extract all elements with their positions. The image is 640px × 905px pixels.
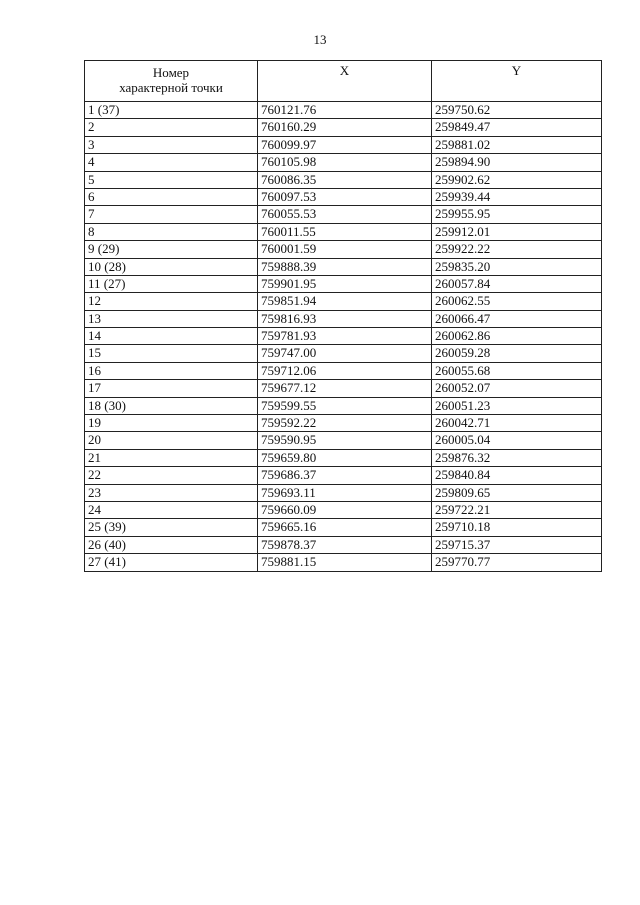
cell-x: 759677.12	[258, 380, 432, 397]
cell-point-number: 15	[85, 345, 258, 362]
cell-point-number: 6	[85, 188, 258, 205]
table-row	[85, 293, 602, 310]
header-x: X	[258, 61, 432, 102]
table-row	[85, 415, 602, 432]
cell-point-number: 25 (39)	[85, 519, 258, 536]
cell-point-number: 11 (27)	[85, 275, 258, 292]
table-row	[85, 206, 602, 223]
cell-y: 259881.02	[432, 136, 602, 153]
cell-point-number: 7	[85, 206, 258, 223]
cell-y: 260051.23	[432, 397, 602, 414]
cell-point-number: 22	[85, 467, 258, 484]
cell-point-number: 3	[85, 136, 258, 153]
cell-y: 259770.77	[432, 554, 602, 571]
cell-x: 760086.35	[258, 171, 432, 188]
cell-y: 260055.68	[432, 362, 602, 379]
cell-x: 759660.09	[258, 501, 432, 518]
cell-point-number: 24	[85, 501, 258, 518]
cell-x: 759851.94	[258, 293, 432, 310]
cell-x: 759816.93	[258, 310, 432, 327]
table-row	[85, 102, 602, 119]
cell-x: 760099.97	[258, 136, 432, 153]
table-row	[85, 449, 602, 466]
cell-x: 759712.06	[258, 362, 432, 379]
cell-point-number: 10 (28)	[85, 258, 258, 275]
cell-point-number: 27 (41)	[85, 554, 258, 571]
cell-point-number: 12	[85, 293, 258, 310]
cell-point-number: 5	[85, 171, 258, 188]
table-row	[85, 241, 602, 258]
cell-y: 259894.90	[432, 154, 602, 171]
cell-point-number: 18 (30)	[85, 397, 258, 414]
table-row	[85, 432, 602, 449]
page-number: 13	[313, 32, 327, 47]
cell-y: 259835.20	[432, 258, 602, 275]
table-row	[85, 136, 602, 153]
table-row	[85, 345, 602, 362]
table-row	[85, 362, 602, 379]
cell-y: 259922.22	[432, 241, 602, 258]
table-row	[85, 484, 602, 501]
table-row	[85, 188, 602, 205]
cell-y: 260005.04	[432, 432, 602, 449]
cell-x: 760160.29	[258, 119, 432, 136]
cell-point-number: 1 (37)	[85, 102, 258, 119]
cell-y: 260062.55	[432, 293, 602, 310]
cell-y: 259710.18	[432, 519, 602, 536]
cell-point-number: 13	[85, 310, 258, 327]
cell-x: 759888.39	[258, 258, 432, 275]
cell-y: 259840.84	[432, 467, 602, 484]
cell-y: 259809.65	[432, 484, 602, 501]
table-row	[85, 275, 602, 292]
cell-point-number: 19	[85, 415, 258, 432]
cell-point-number: 4	[85, 154, 258, 171]
cell-y: 259912.01	[432, 223, 602, 240]
table-row	[85, 519, 602, 536]
table-row	[85, 554, 602, 571]
cell-y: 259876.32	[432, 449, 602, 466]
table-row	[85, 380, 602, 397]
cell-x: 759878.37	[258, 536, 432, 553]
cell-x: 759665.16	[258, 519, 432, 536]
cell-x: 759881.15	[258, 554, 432, 571]
table-row	[85, 223, 602, 240]
cell-x: 760001.59	[258, 241, 432, 258]
cell-x: 760105.98	[258, 154, 432, 171]
table-row	[85, 328, 602, 345]
cell-x: 759781.93	[258, 328, 432, 345]
coordinates-table	[84, 60, 602, 572]
table-row	[85, 154, 602, 171]
cell-y: 260059.28	[432, 345, 602, 362]
cell-point-number: 23	[85, 484, 258, 501]
cell-x: 759590.95	[258, 432, 432, 449]
table-row	[85, 119, 602, 136]
cell-x: 760055.53	[258, 206, 432, 223]
table-row	[85, 536, 602, 553]
cell-y: 259722.21	[432, 501, 602, 518]
cell-point-number: 20	[85, 432, 258, 449]
table-row	[85, 397, 602, 414]
cell-point-number: 21	[85, 449, 258, 466]
cell-y: 259750.62	[432, 102, 602, 119]
cell-y: 259849.47	[432, 119, 602, 136]
header-point-line1: Номер	[152, 65, 190, 80]
cell-x: 759659.80	[258, 449, 432, 466]
header-y: Y	[432, 61, 602, 102]
header-point-number	[85, 61, 258, 102]
cell-x: 760097.53	[258, 188, 432, 205]
cell-y: 260062.86	[432, 328, 602, 345]
cell-point-number: 17	[85, 380, 258, 397]
cell-y: 259939.44	[432, 188, 602, 205]
cell-y: 260042.71	[432, 415, 602, 432]
table-row	[85, 171, 602, 188]
table-row	[85, 258, 602, 275]
cell-point-number: 26 (40)	[85, 536, 258, 553]
cell-x: 759747.00	[258, 345, 432, 362]
cell-y: 259955.95	[432, 206, 602, 223]
table-row	[85, 501, 602, 518]
cell-point-number: 8	[85, 223, 258, 240]
cell-y: 260052.07	[432, 380, 602, 397]
cell-x: 759693.11	[258, 484, 432, 501]
cell-x: 759592.22	[258, 415, 432, 432]
table-header-row	[85, 61, 602, 102]
cell-point-number: 16	[85, 362, 258, 379]
cell-point-number: 9 (29)	[85, 241, 258, 258]
cell-x: 759599.55	[258, 397, 432, 414]
table-row	[85, 467, 602, 484]
cell-x: 760121.76	[258, 102, 432, 119]
header-point-line2: характерной точки	[119, 80, 223, 95]
cell-y: 260057.84	[432, 275, 602, 292]
table-row	[85, 310, 602, 327]
cell-point-number: 14	[85, 328, 258, 345]
cell-point-number: 2	[85, 119, 258, 136]
cell-x: 759686.37	[258, 467, 432, 484]
cell-y: 260066.47	[432, 310, 602, 327]
cell-x: 759901.95	[258, 275, 432, 292]
cell-x: 760011.55	[258, 223, 432, 240]
cell-y: 259715.37	[432, 536, 602, 553]
cell-y: 259902.62	[432, 171, 602, 188]
